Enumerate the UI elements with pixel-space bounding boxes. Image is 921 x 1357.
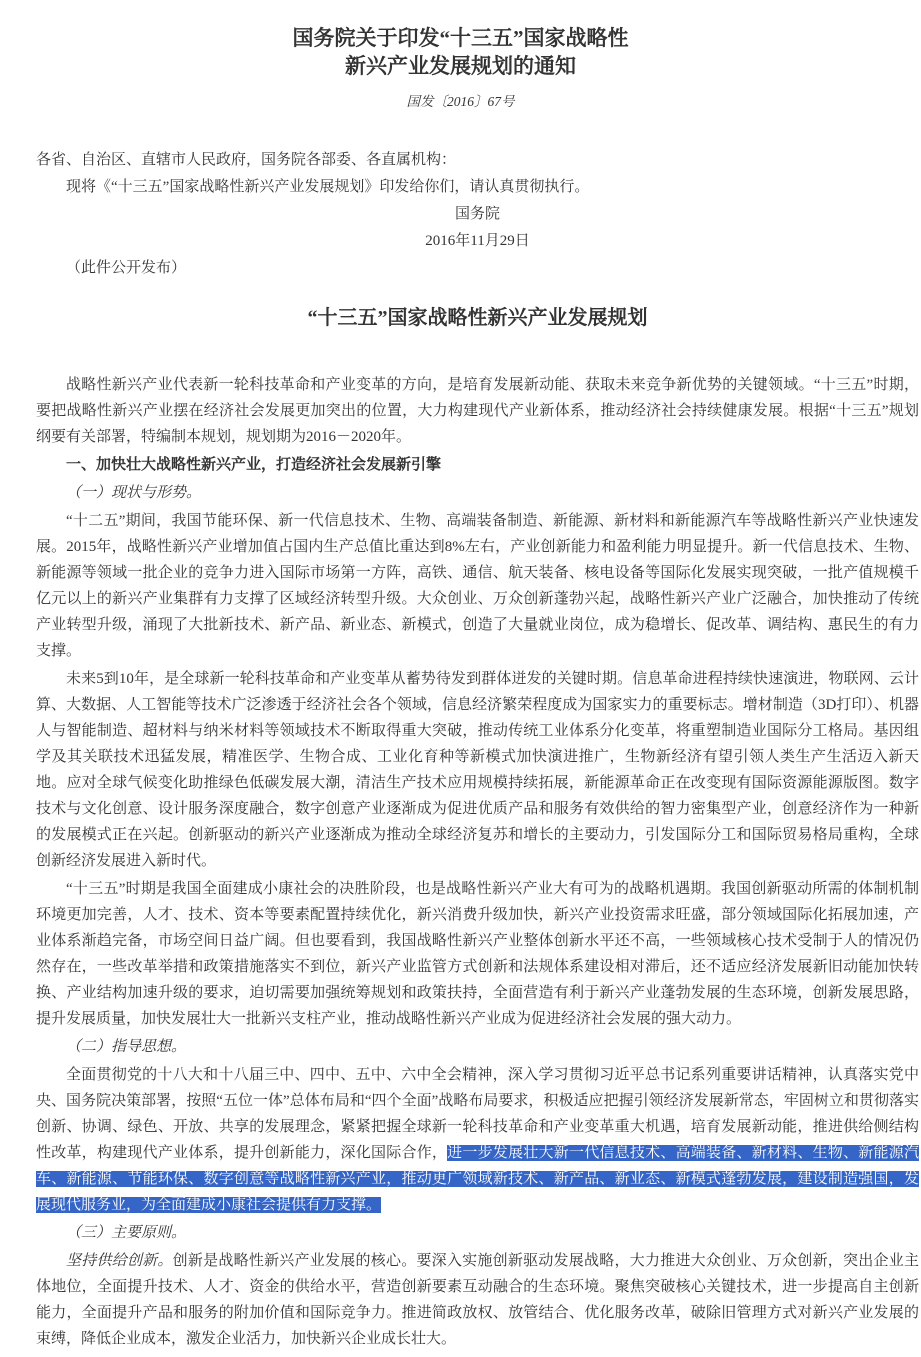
selected-text-highlight: 进一步发展壮大新一代信息技术、高端装备、新材料、生物、新能源汽车、新能源、节能环保、数字创意等战略性新兴产业，推动更广领域新技术、新产品、新业态、新模式蓬勃发展，建设制造强国，发展现代服务业，为全面建成小康社会提供有力支撑。 bbox=[36, 1145, 919, 1213]
paragraph-13th-five-year: “十三五”时期是我国全面建成小康社会的决胜阶段，也是战略性新兴产业大有可为的战略机遇期。我国创新驱动所需的体制机制环境更加完善，人才、技术、资本等要素配置持续优化，新兴消费升级加快，新兴产业投资需求旺盛，部分领域国际化拓展加速，产业体系渐趋完备，市场空间日益广阔。但也要看到，我国战略性新兴产业整体创新水平还不高，一些领域核心技术受制于人的情况仍然存在，一些改革举措和政策措施落实不到位，新兴产业监管方式创新和法规体系建设相对滞后，还不适应经济发展新旧动能加快转换、产业结构加速升级的要求，迫切需要加强统筹规划和政策扶持，全面营造有利于新兴产业蓬勃发展的生态环境，创新发展思路，提升发展质量，加快发展壮大一批新兴支柱产业，推动战略性新兴产业成为促进经济社会发展的强大动力。 bbox=[36, 881, 919, 1027]
plan-preamble: 战略性新兴产业代表新一轮科技革命和产业变革的方向，是培育发展新动能、获取未来竞争新优势的关键领域。“十三五”时期，要把战略性新兴产业摆在经济社会发展更加突出的位置，大力构建现代产业新体系，推动经济社会持续健康发展。根据“十三五”规划纲要有关部署，特编制本规划，规划期为2016－2020年。 bbox=[36, 377, 919, 445]
guiding-ideology-text: 全面贯彻党的十八大和十八届三中、四中、五中、六中全会精神，深入学习贯彻习近平总书记系列重要讲话精神，认真落实党中央、国务院决策部署，按照“五位一体”总体布局和“四个全面”战略布局要求，积极适应把握引领经济发展新常态，牢固树立和贯彻落实创新、协调、绿色、开放、共享的发展理念，紧紧把握全球新一轮科技革命和产业变革重大机遇，培育发展新动能，推进供给侧结构性改革，构建现代产业体系，提升创新能力，深化国际合作， bbox=[36, 1067, 919, 1161]
paragraph-principle-supply-innovation bbox=[36, 1248, 919, 1352]
paragraph-future-outlook: 未来5到10年，是全球新一轮科技革命和产业变革从蓄势待发到群体迸发的关键时期。信息革命进程持续快速演进，物联网、云计算、大数据、人工智能等技术广泛渗透于经济社会各个领域，信息经济繁荣程度成为国家实力的重要标志。增材制造（3D打印）、机器人与智能制造、超材料与纳米材料等领域技术不断取得重大突破，推动传统工业体系分化变革，将重塑制造业国际分工格局。基因组学及其关联技术迅猛发展，精准医学、生物合成、工业化育种等新模式加快演进推广，生物新经济有望引领人类生产生活迈入新天地。应对全球气候变化助推绿色低碳发展大潮，清洁生产技术应用规模持续拓展，新能源革命正在改变现有国际资源能源版图。数字技术与文化创意、设计服务深度融合，数字创意产业逐渐成为促进优质产品和服务有效供给的智力密集型产业，创意经济作为一种新的发展模式正在兴起。创新驱动的新兴产业逐渐成为推动全球经济复苏和增长的主要动力，引发国际分工和国际贸易格局重构，全球创新经济发展进入新时代。 bbox=[36, 671, 919, 869]
plan-title: “十三五”国家战略性新兴产业发展规划 bbox=[307, 307, 648, 329]
subsection-1-heading: （一）现状与形势。 bbox=[66, 485, 202, 501]
section-1-heading: 一、加快壮大战略性新兴产业，打造经济社会发展新引擎 bbox=[66, 457, 442, 473]
salutation: 各省、自治区、直辖市人民政府，国务院各部委、各直属机构： bbox=[36, 152, 457, 168]
forwarding-paragraph: 现将《“十三五”国家战略性新兴产业发展规划》印发给你们，请认真贯彻执行。 bbox=[66, 179, 590, 195]
principle-body: 创新是战略性新兴产业发展的核心。要深入实施创新驱动发展战略，大力推进大众创业、万众创新，突出企业主体地位，全面提升技术、人才、资金的供给水平，营造创新要素互动融合的生态环境。聚焦突破核心关键技术，进一步提高自主创新能力，全面提升产品和服务的附加价值和国际竞争力。推进简政放权、放管结合、优化服务改革，破除旧管理方式对新兴产业发展的束缚，降低企业成本，激发企业活力，加快新兴企业成长壮大。 bbox=[36, 1253, 919, 1347]
document-page bbox=[0, 24, 921, 1357]
paragraph-12th-five-year: “十二五”期间，我国节能环保、新一代信息技术、生物、高端装备制造、新能源、新材料和新能源汽车等战略性新兴产业快速发展。2015年，战略性新兴产业增加值占国内生产总值比重达到8%左右，产业创新能力和盈利能力明显提升。新一代信息技术、生物、新能源等领域一批企业的竞争力进入国际市场第一方阵，高铁、通信、航天装备、核电设备等国际化发展实现突破，一批产值规模千亿元以上的新兴产业集群有力支撑了区域经济转型升级。大众创业、万众创新蓬勃兴起，战略性新兴产业广泛融合，加快推动了传统产业转型升级，涌现了大批新技术、新产品、新业态、新模式，创造了大量就业岗位，成为稳增长、促改革、调结构、惠民生的有力支撑。 bbox=[36, 513, 919, 659]
notice-title bbox=[10, 24, 911, 80]
principle-lead: 坚持供给创新。 bbox=[66, 1253, 173, 1269]
subsection-2-heading: （二）指导思想。 bbox=[66, 1039, 187, 1055]
notice-title-line2: 新兴产业发展规划的通知 bbox=[345, 54, 576, 78]
paragraph-guiding-ideology bbox=[36, 1062, 919, 1218]
notice-intro bbox=[36, 147, 919, 282]
plan-body bbox=[36, 372, 919, 1352]
document-content bbox=[0, 147, 921, 1352]
issue-date: 2016年11月29日 bbox=[425, 233, 530, 249]
notice-title-line1: 国务院关于印发“十三五”国家战略性 bbox=[292, 26, 629, 50]
subsection-3-heading: （三）主要原则。 bbox=[66, 1225, 187, 1241]
issuer: 国务院 bbox=[454, 206, 500, 222]
public-release-note: （此件公开发布） bbox=[66, 260, 187, 276]
document-number: 国发〔2016〕67号 bbox=[406, 94, 515, 109]
